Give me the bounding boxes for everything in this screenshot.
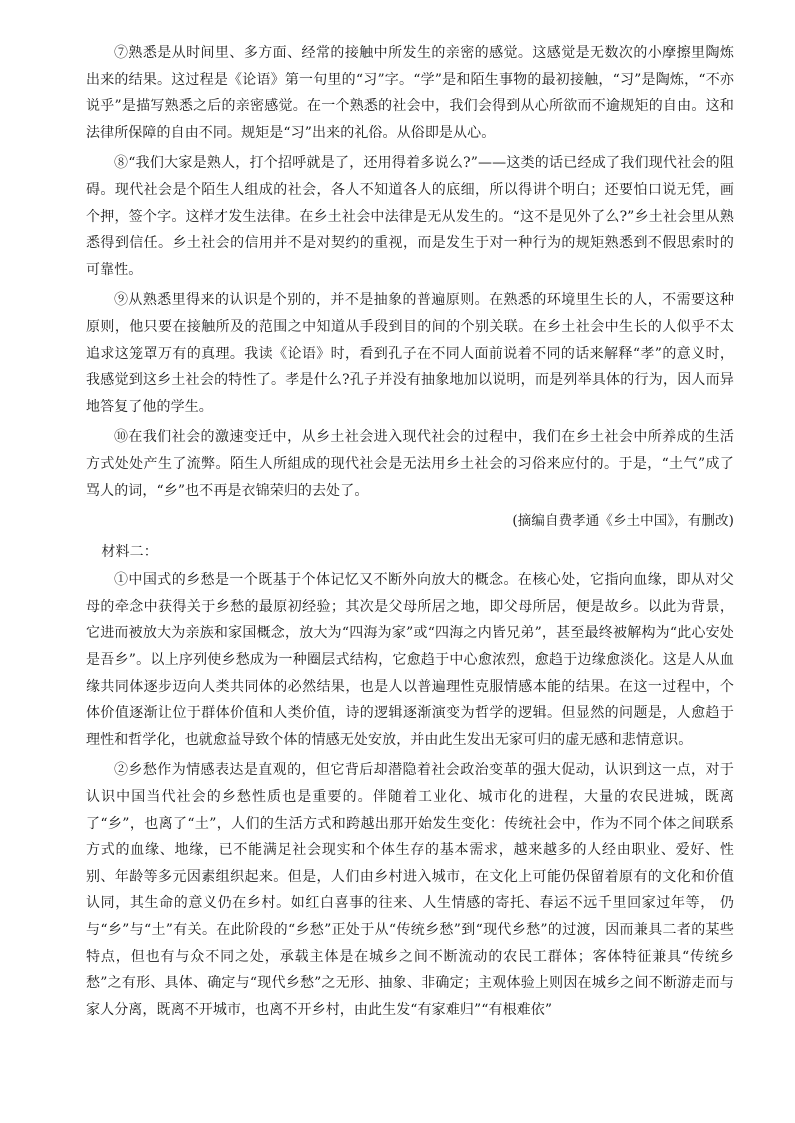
document-page (86, 40, 734, 1027)
material-one (86, 40, 734, 535)
paragraph-1: ①中国式的乡愁是一个既基于个体记忆又不断外向放大的概念。在核心处，它指向血缘，即从对父母的牵念中获得关于乡愁的最原初经验；其次是父母所居之地，即父母所居，便是故乡。以此为背景，它进而被放大为亲族和家国概念，放大为“四海为家”或“四海之内皆兄弟”，甚至最终被解构为“此心安处是吾乡”。以上序列使乡愁成为一种圈层式结构，它愈趋于中心愈浓烈，愈趋于边缘愈淡化。这是人从血缘共同体逐步迈向人类共同体的必然结果，也是人以普遍理性克服情感本能的结果。在这一过程中，个体价值逐渐让位于群体价值和人类价值，诗的逻辑逐渐演变为哲学的逻辑。但显然的问题是，人愈趋于理性和哲学化，也就愈益导致个体的情感无处安放，并由此生发出无家可归的虚无感和悲情意识。 (86, 572, 734, 748)
source-citation: (摘编自费孝通《乡土中国》，有删改) (512, 513, 734, 530)
paragraph-7: ⑦熟悉是从时间里、多方面、经常的接触中所发生的亲密的感觉。这感觉是无数次的小摩擦里陶炼出来的结果。这过程是《论语》第一句里的“习”字。“学”是和陌生事物的最初接触，“习”是陶炼，“不亦说乎”是描写熟悉之后的亲密感觉。在一个熟悉的社会中，我们会得到从心所欲而不逾规矩的自由。这和法律所保障的自由不同。规矩是“习”出来的礼俗。从俗即是从心。 (86, 45, 734, 141)
paragraph-9: ⑨从熟悉里得来的认识是个别的，并不是抽象的普遍原则。在熟悉的环境里生长的人，不需要这种原则，他只要在接触所及的范围之中知道从手段到目的间的个别关联。在乡土社会中生长的人似乎不太追求这笼罩万有的真理。我读《论语》时，看到孔子在不同人面前说着不同的话来解释“孝”的意义时，我感觉到这乡土社会的特性了。孝是什么?孔子并没有抽象地加以说明，而是列举具体的行为，因人而异地答复了他的学生。 (86, 292, 734, 415)
paragraph-8: ⑧“我们大家是熟人，打个招呼就是了，还用得着多说么?”——这类的话已经成了我们现代社会的阻碍。现代社会是个陌生人组成的社会，各人不知道各人的底细，所以得讲个明白；还要怕口说无凭，画个押，签个字。这样才发生法律。在乡土社会中法律是无从发生的。“这不是见外了么?”乡土社会里从熟悉得到信任。乡土社会的信用并不是对契约的重视，而是发生于对一种行为的规矩熟悉到不假思索时的可靠性。 (86, 155, 734, 278)
material-two-label: 材料二： (101, 543, 158, 560)
paragraph-10: ⑩在我们社会的激速变迁中，从乡土社会进入现代社会的过程中，我们在乡土社会中所养成的生活方式处处产生了流弊。陌生人所組成的现代社会是无法用乡土社会的习俗来应付的。于是，“土气”成了骂人的词，“乡”也不再是衣锦荣归的去处了。 (86, 429, 734, 499)
paragraph-2: ②乡愁作为情感表达是直观的，但它背后却潜隐着社会政治变革的强大促动，认识到这一点，对于认识中国当代社会的乡愁性质也是重要的。伴随着工业化、城市化的进程，大量的农民进城，既离了“乡”，也离了“土”，人们的生活方式和跨越出那开始发生变化：传统社会中，作为不同个体之间联系方式的血缘、地缘，已不能满足社会现实和个体生存的基本需求，越来越多的人经由职业、爱好、性别、年龄等多元因素组织起来。但是，人们由乡村进入城市，在文化上可能仍保留着原有的文化和价值认同，其生命的意义仍在乡村。如红白喜事的往来、人生情感的寄托、春运不远千里回家过年等， 仍与“乡”与“土”有关。在此阶段的“乡愁”正处于从“传统乡愁”到“现代乡愁”的过渡，因而兼具二者的某些特点，但也有与众不同之处，承载主体是在城乡之间不断流动的农民工群体；客体特征兼具“传统乡愁”之有形、具体、确定与“现代乡愁”之无形、抽象、非确定；主观体验上则因在城乡之间不断游走而与家人分离，既离不开城市，也离不开乡村，由此生发“有家难归”“有根难依” (86, 762, 734, 1018)
material-two (86, 539, 734, 1024)
